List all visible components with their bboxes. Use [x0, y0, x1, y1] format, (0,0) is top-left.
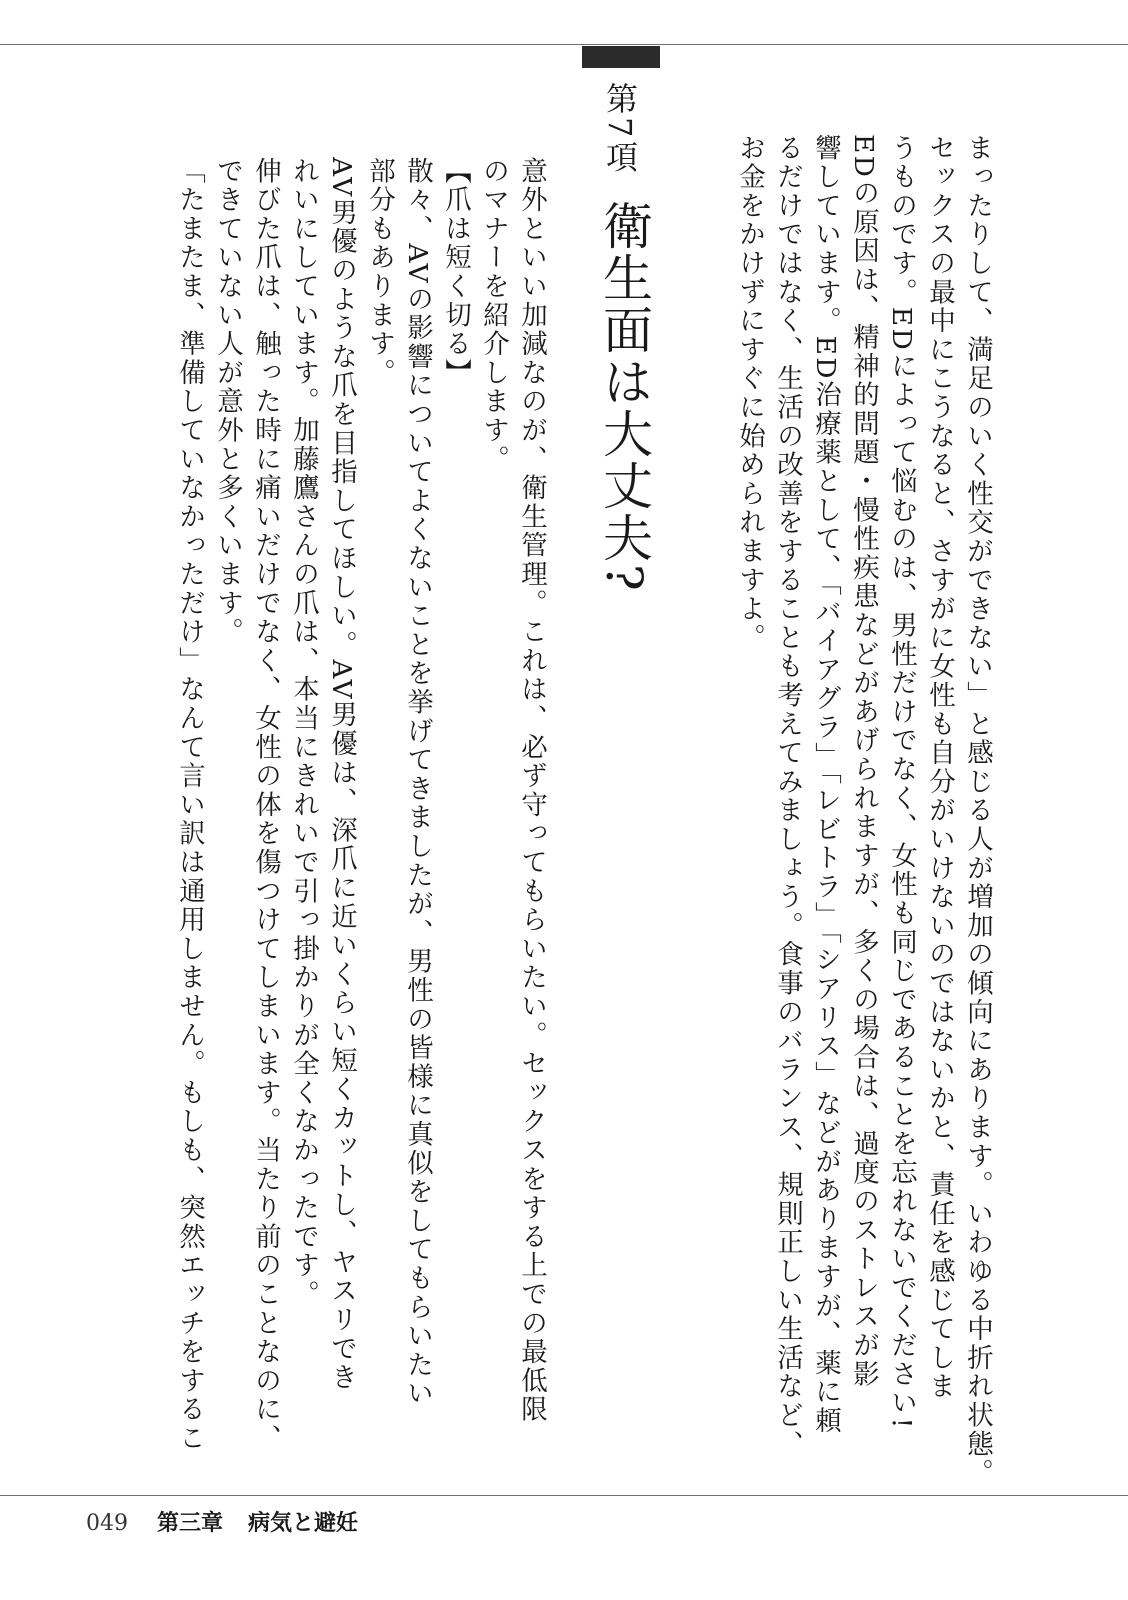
header-rule: [0, 44, 1128, 45]
chapter-title: 病気と避妊: [248, 1511, 359, 1536]
page-number: 049: [86, 1511, 128, 1536]
text-line: のマナーを紹介します。: [478, 157, 509, 474]
text-line: れいにしています。加藤鷹さんの爪は、本当にきれいで引っ掛かりが全くなかったです。: [288, 157, 319, 1309]
text-line: うものです。EDによって悩むのは、男性だけでなく、女性も同じであることを忘れないでください!: [886, 134, 917, 1431]
section-tab-marker: [582, 46, 660, 68]
footer-rule: [0, 1495, 1128, 1496]
text-line: できていない人が意外と多くいます。: [212, 157, 243, 647]
text-line: 響しています。ED治療薬として、「バイアグラ」「レビトラ」「シアリス」などがありますが、薬に頼: [810, 134, 841, 1436]
page-footer: [86, 1506, 358, 1537]
section-number: 第7項: [601, 82, 639, 176]
text-line: 意外といい加減なのが、衛生管理。これは、必ず守ってもらいたい。セックスをする上での最低限: [516, 157, 547, 1425]
text-line: セックスの最中にこうなると、さすがに女性も自分がいけないのではないかと、責任を感じてしま: [924, 134, 955, 1402]
text-line: 散々、AVの影響についてよくないことを挙げてきましたが、男性の皆様に真似をしてもらいたい: [402, 157, 433, 1409]
text-line: EDの原因は、精神的問題・慢性疾患などがあげられますが、多くの場合は、過度のストレスが影: [848, 134, 879, 1389]
body-text-lower: [170, 157, 550, 1453]
text-line: るだけではなく、生活の改善をすることも考えてみましょう。食事のバランス、規則正しい生活など、: [772, 134, 803, 1459]
chapter-label: 第三章: [157, 1511, 224, 1536]
body-text-upper: [730, 134, 996, 1488]
text-line: まったりして、満足のいく性交ができない」と感じる人が増加の傾向にあります。いわゆる中折れ状態。: [962, 134, 993, 1488]
text-line: 部分もあります。: [364, 157, 395, 388]
text-line: AV男優のような爪を目指してほしい。AV男優は、深爪に近いくらい短くカットし、ヤスリでき: [326, 157, 357, 1393]
text-line: 「たまたま、準備していなかっただけ」なんて言い訳は通用しません。もしも、突然エッチをするこ: [174, 157, 205, 1453]
text-line: お金をかけずにすぐに始められますよ。: [734, 134, 765, 653]
section-title: 衛生面は大丈夫?: [595, 200, 653, 593]
subheading: 【爪は短く切る】: [440, 157, 471, 388]
text-line: 伸びた爪は、触った時に痛いだけでなく、女性の体を傷つけてしまいます。当たり前のことなのに、: [250, 157, 281, 1453]
